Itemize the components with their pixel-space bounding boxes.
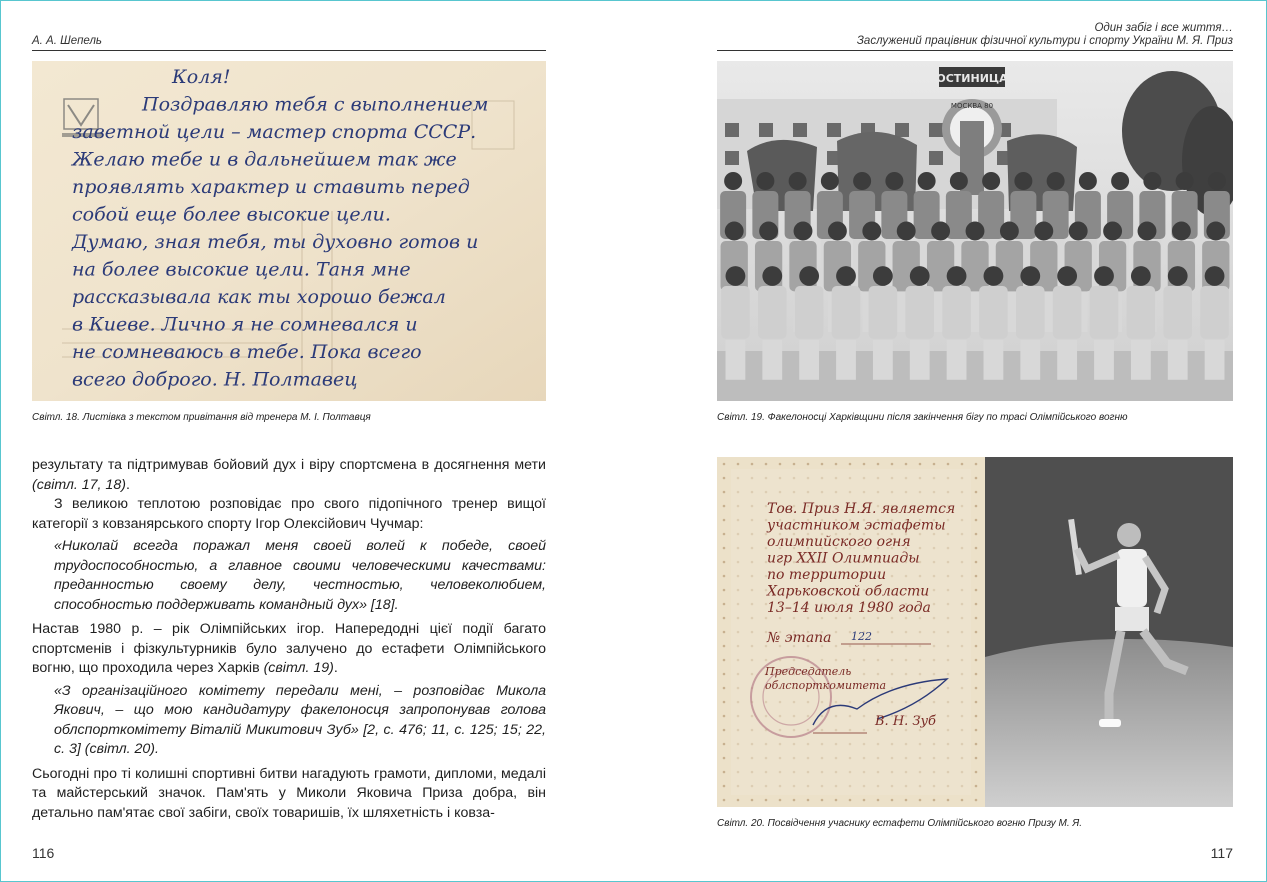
paragraph: Сьогодні про ті колишні спортивні битви нагадують грамоти, дипломи, медалі та майстерський значок. Пам'ять у Миколи Яковича Приза добра, він детально пам'ятає свої забіги, своїх товаришів, їх шляхетність і ковза- bbox=[32, 765, 546, 821]
figure-19-caption: Світл. 19. Факелоносці Харківщини після закінчення бігу по трасі Олімпійського вогню bbox=[717, 412, 1128, 423]
chairman-line-2: облспорткомитета bbox=[765, 679, 887, 692]
certificate-line: Харьковской области bbox=[767, 583, 930, 600]
certificate-line: игр XXII Олимпиады bbox=[767, 550, 920, 567]
postcard-line: заветной цели – мастер спорта СССР. bbox=[72, 121, 477, 143]
postcard-line: не сомневаюсь в тебе. Пока всего bbox=[72, 341, 422, 363]
postcard-line: Коля! bbox=[172, 66, 231, 88]
quote-paragraph: «З організаційного комітету передали мені, – розповідає Микола Якович, – що мою кандидатуру факелоносця запропонував голова облспорткомітету Віталій Микитович Зуб» [2, с. 476; 11, с. 125; 15; 22, с. 3] (світл. 20). bbox=[54, 682, 546, 757]
group-photo-figure bbox=[717, 61, 1233, 401]
hotel-sign-text: ОСТИНИЦА bbox=[936, 72, 1008, 85]
signatory-name: В. Н. Зуб bbox=[875, 714, 936, 729]
header-rule bbox=[32, 50, 546, 51]
paragraph: Настав 1980 р. – рік Олімпійських ігор. Напередодні цієї події багато спортсменів і фізкультурників було залучено до естафети Олімпійського вогню, що проходила через Харків (світл. 19). bbox=[32, 621, 546, 676]
body-text bbox=[32, 456, 546, 823]
group-photo-image bbox=[717, 61, 1233, 401]
right-page bbox=[633, 0, 1267, 882]
postcard-line: всего доброго. Н. Полтавец bbox=[72, 368, 358, 391]
emblem-text: МОСКВА 80 bbox=[950, 102, 994, 110]
postcard-line: собой еще более высокие цели. bbox=[72, 203, 391, 226]
paragraph: результату та підтримував бойовий дух і віру спортсмена в досягнення мети (світл. 17, 18). bbox=[32, 457, 546, 493]
running-head-title: Один забіг і все життя… bbox=[1094, 22, 1233, 34]
figure-20-caption: Світл. 20. Посвідчення учаснику естафети Олімпійського вогню Призу М. Я. bbox=[717, 818, 1083, 829]
stage-label: № этапа bbox=[767, 630, 832, 646]
postcard-line: в Киеве. Лично я не сомневался и bbox=[72, 313, 418, 336]
figure-reference: (світл. 17, 18) bbox=[32, 476, 126, 493]
left-page bbox=[0, 0, 633, 882]
certificate-line: участником эстафеты bbox=[767, 517, 946, 534]
chairman-line-1: Председатель bbox=[765, 665, 852, 678]
quote-paragraph: «Николай всегда поражал меня своей волей к победе, своей трудоспособностью, а главное своими человеческими качествами: преданностью своему делу, честностью, человеколюбием, способностью поддерживать командный дух» [18]. bbox=[54, 538, 546, 613]
certificate-image bbox=[717, 457, 1233, 807]
figure-reference: (світл. 19) bbox=[263, 660, 334, 676]
postcard-line: Желаю тебе и в дальнейшем так же bbox=[72, 148, 457, 171]
postcard-line: проявлять характер и ставить перед bbox=[72, 176, 470, 198]
header-rule bbox=[717, 50, 1233, 51]
postcard-line: рассказывала как ты хорошо бежал bbox=[72, 286, 446, 308]
certificate-line: 13–14 июля 1980 года bbox=[767, 600, 931, 616]
running-head-author: А. А. Шепель bbox=[32, 35, 102, 47]
certificate-line: олимпийского огня bbox=[767, 534, 911, 550]
postcard-figure bbox=[32, 61, 546, 401]
postcard-line: Поздравляю тебя с выполнением bbox=[142, 93, 489, 116]
page-number-right: 117 bbox=[1210, 845, 1233, 861]
page-number-left: 116 bbox=[32, 845, 55, 861]
postcard-line: на более высокие цели. Таня мне bbox=[72, 258, 411, 281]
postcard-line: Думаю, зная тебя, ты духовно готов и bbox=[72, 231, 479, 253]
certificate-line: Тов. Приз Н.Я. является bbox=[767, 501, 956, 517]
postcard-image bbox=[32, 61, 546, 401]
paragraph: З великою теплотою розповідає про свого підопічного тренер вищої категорії з ковзанярського спорту Ігор Олексійович Чучмар: bbox=[32, 496, 546, 532]
running-head-subtitle: Заслужений працівник фізичної культури і спорту України М. Я. Приз bbox=[856, 35, 1233, 47]
certificate-figure bbox=[717, 457, 1233, 807]
stage-value: 122 bbox=[851, 630, 872, 643]
figure-18-caption: Світл. 18. Листівка з текстом привітання від тренера М. І. Полтавця bbox=[32, 412, 371, 423]
certificate-line: по территории bbox=[767, 567, 887, 583]
